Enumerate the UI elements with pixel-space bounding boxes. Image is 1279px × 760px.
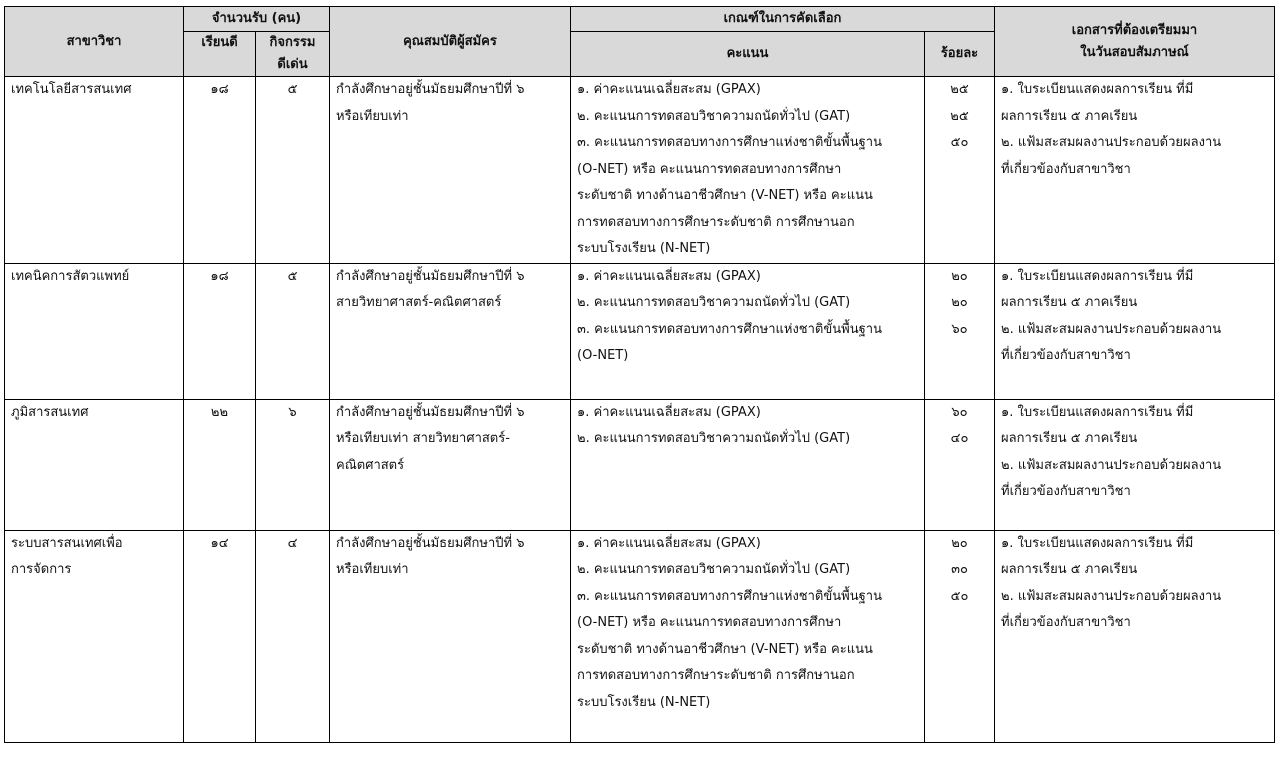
major-cell (5, 77, 184, 264)
percent-value: ๒๐ (951, 268, 968, 284)
percent-cell (925, 530, 995, 742)
qualification-line: กำลังศึกษาอยู่ชั้นมัธยมศึกษาปีที่ ๖ (336, 268, 525, 284)
percent-value: ๕๐ (950, 135, 969, 150)
criteria-line: ๓. คะแนนการทดสอบทางการศึกษาแห่งชาติขั้นพื้นฐาน (577, 588, 882, 604)
percent-value: ๒๐ (951, 535, 968, 551)
header-score: คะแนน (571, 32, 925, 77)
percent-value: ๓๐ (951, 562, 968, 577)
header-documents-line2: ในวันสอบสัมภาษณ์ (1080, 44, 1189, 60)
document-line: ๒. แฟ้มสะสมผลงานประกอบด้วยผลงาน (1001, 457, 1222, 473)
criteria-line: ระดับชาติ ทางด้านอาชีวศึกษา (V-NET) หรือ คะแนน (577, 188, 873, 203)
document-line: ที่เกี่ยวข้องกับสาขาวิชา (1001, 484, 1131, 499)
documents-cell (995, 399, 1275, 530)
document-line: ผลการเรียน ๕ ภาคเรียน (1001, 431, 1138, 446)
table-row (5, 530, 1275, 742)
document-line: ผลการเรียน ๕ ภาคเรียน (1001, 295, 1138, 310)
document-line: ผลการเรียน ๕ ภาคเรียน (1001, 562, 1138, 577)
major-cell (5, 530, 184, 742)
criteria-line: ๒. คะแนนการทดสอบวิชาความถนัดทั่วไป (GAT) (577, 431, 851, 446)
percent-cell (925, 263, 995, 399)
criteria-line: การทดสอบทางการศึกษาระดับชาติ การศึกษานอก (577, 214, 855, 230)
percent-value: ๒๐ (951, 295, 968, 310)
percent-value: ๖๐ (951, 404, 968, 420)
percent-value: ๒๕ (950, 108, 969, 124)
document-line: ๒. แฟ้มสะสมผลงานประกอบด้วยผลงาน (1001, 135, 1222, 150)
percent-value: ๖๐ (951, 321, 968, 337)
table-header (5, 7, 1275, 77)
criteria-cell (571, 77, 925, 264)
criteria-cell (571, 530, 925, 742)
document-line: ที่เกี่ยวข้องกับสาขาวิชา (1001, 348, 1131, 363)
document-line: ๒. แฟ้มสะสมผลงานประกอบด้วยผลงาน (1001, 321, 1222, 337)
quota-activity-cell: ๕ (256, 77, 330, 264)
header-percent: ร้อยละ (925, 32, 995, 77)
documents-cell (995, 530, 1275, 742)
document-line: ๒. แฟ้มสะสมผลงานประกอบด้วยผลงาน (1001, 588, 1222, 604)
criteria-line: ๑. ค่าคะแนนเฉลี่ยสะสม (GPAX) (577, 535, 761, 551)
document-line: ผลการเรียน ๕ ภาคเรียน (1001, 108, 1138, 124)
qualification-line: หรือเทียบเท่า สายวิทยาศาสตร์- (336, 431, 510, 446)
percent-value: ๔๐ (950, 431, 969, 446)
quota-activity-cell: ๕ (256, 263, 330, 399)
document-line: ที่เกี่ยวข้องกับสาขาวิชา (1001, 615, 1131, 630)
header-quota-activity-line2: ดีเด่น (277, 57, 308, 72)
major-name: เทคโนโลยีสารสนเทศ (11, 82, 132, 97)
header-quota-activity (256, 32, 330, 77)
qualification-line: หรือเทียบเท่า (336, 562, 409, 577)
major-cell (5, 399, 184, 530)
quota-activity-cell: ๖ (256, 399, 330, 530)
header-documents (995, 7, 1275, 77)
percent-cell (925, 77, 995, 264)
header-criteria: เกณฑ์ในการคัดเลือก (571, 7, 995, 32)
criteria-line: ๓. คะแนนการทดสอบทางการศึกษาแห่งชาติขั้นพื้นฐาน (577, 321, 882, 337)
quota-activity-cell: ๔ (256, 530, 330, 742)
documents-cell (995, 77, 1275, 264)
percent-value: ๒๕ (950, 82, 969, 97)
criteria-line: ๑. ค่าคะแนนเฉลี่ยสะสม (GPAX) (577, 404, 761, 420)
qualification-line: กำลังศึกษาอยู่ชั้นมัธยมศึกษาปีที่ ๖ (336, 535, 525, 551)
header-quota: จำนวนรับ (คน) (184, 7, 330, 32)
criteria-line: (O-NET) (577, 348, 629, 363)
criteria-line: ๓. คะแนนการทดสอบทางการศึกษาแห่งชาติขั้นพื้นฐาน (577, 135, 882, 150)
criteria-cell (571, 399, 925, 530)
major-name: ภูมิสารสนเทศ (11, 404, 89, 420)
document-line: ๑. ใบระเบียนแสดงผลการเรียน ที่มี (1001, 535, 1194, 551)
criteria-line: ๑. ค่าคะแนนเฉลี่ยสะสม (GPAX) (577, 82, 761, 97)
quota-regular-cell: ๑๘ (184, 263, 256, 399)
header-quota-activity-line1: กิจกรรม (269, 35, 316, 50)
header-quota-regular: เรียนดี (184, 32, 256, 77)
document-line: ที่เกี่ยวข้องกับสาขาวิชา (1001, 161, 1131, 177)
qualification-line: กำลังศึกษาอยู่ชั้นมัธยมศึกษาปีที่ ๖ (336, 82, 525, 97)
qualification-cell (330, 399, 571, 530)
table-row (5, 399, 1275, 530)
percent-value: ๕๐ (950, 588, 969, 604)
table-body (5, 77, 1275, 743)
major-name: ระบบสารสนเทศเพื่อ (11, 535, 123, 551)
qualification-cell (330, 77, 571, 264)
quota-regular-cell: ๒๒ (184, 399, 256, 530)
document-line: ๑. ใบระเบียนแสดงผลการเรียน ที่มี (1001, 82, 1194, 97)
header-qualification: คุณสมบัติผู้สมัคร (330, 7, 571, 77)
criteria-line: ระบบโรงเรียน (N-NET) (577, 694, 711, 710)
major-cell (5, 263, 184, 399)
header-documents-line1: เอกสารที่ต้องเตรียมมา (1071, 22, 1198, 38)
admission-criteria-table (4, 6, 1275, 743)
qualification-line: กำลังศึกษาอยู่ชั้นมัธยมศึกษาปีที่ ๖ (336, 404, 525, 420)
criteria-line: (O-NET) หรือ คะแนนการทดสอบทางการศึกษา (577, 615, 842, 630)
criteria-line: (O-NET) หรือ คะแนนการทดสอบทางการศึกษา (577, 161, 842, 177)
table-row (5, 77, 1275, 264)
criteria-line: ๒. คะแนนการทดสอบวิชาความถนัดทั่วไป (GAT) (577, 295, 851, 310)
quota-regular-cell: ๑๘ (184, 77, 256, 264)
qualification-cell (330, 263, 571, 399)
quota-regular-cell: ๑๔ (184, 530, 256, 742)
criteria-line: ระดับชาติ ทางด้านอาชีวศึกษา (V-NET) หรือ คะแนน (577, 641, 873, 657)
document-line: ๑. ใบระเบียนแสดงผลการเรียน ที่มี (1001, 404, 1194, 420)
major-name: การจัดการ (11, 562, 72, 577)
qualification-line: สายวิทยาศาสตร์-คณิตศาสตร์ (336, 295, 502, 310)
qualification-line: หรือเทียบเท่า (336, 108, 409, 124)
criteria-line: ๒. คะแนนการทดสอบวิชาความถนัดทั่วไป (GAT) (577, 562, 851, 577)
header-major: สาขาวิชา (5, 7, 184, 77)
document-line: ๑. ใบระเบียนแสดงผลการเรียน ที่มี (1001, 268, 1194, 284)
table-row (5, 263, 1275, 399)
qualification-cell (330, 530, 571, 742)
criteria-line: ๒. คะแนนการทดสอบวิชาความถนัดทั่วไป (GAT) (577, 108, 851, 124)
documents-cell (995, 263, 1275, 399)
criteria-cell (571, 263, 925, 399)
major-name: เทคนิคการสัตวแพทย์ (11, 268, 130, 284)
percent-cell (925, 399, 995, 530)
criteria-line: การทดสอบทางการศึกษาระดับชาติ การศึกษานอก (577, 668, 855, 683)
criteria-line: ๑. ค่าคะแนนเฉลี่ยสะสม (GPAX) (577, 268, 761, 284)
criteria-line: ระบบโรงเรียน (N-NET) (577, 241, 711, 256)
qualification-line: คณิตศาสตร์ (336, 457, 405, 473)
